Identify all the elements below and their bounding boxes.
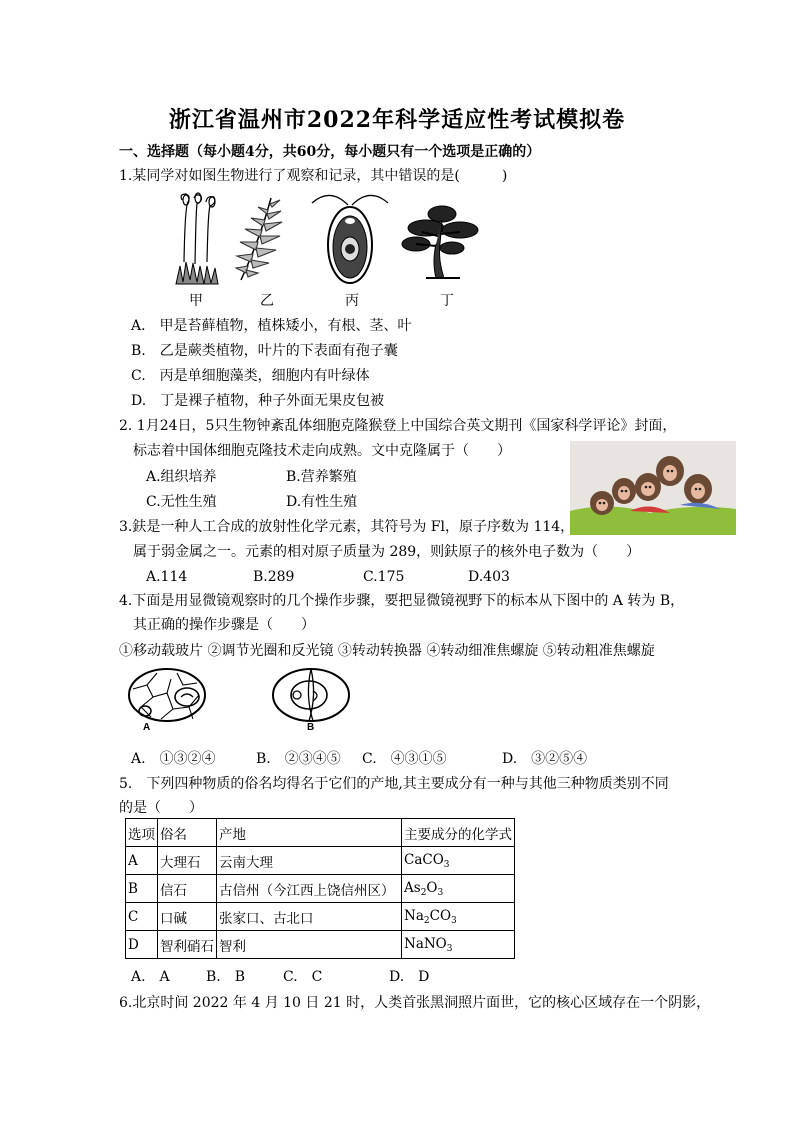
q5-option-d: D. D [389, 969, 430, 985]
question-3-line2: 属于弱金属之一。元素的相对原子质量为 289，则鈇原子的核外电子数为（ ） [133, 544, 641, 560]
q5-option-c: C. C [283, 969, 323, 985]
figure-label-bing: 丙 [345, 293, 359, 309]
question-6-line1: 6.北京时间 2022 年 4 月 10 日 21 时，人类首张黑洞照片面世，它的核心区域存在一个阴影， [119, 995, 711, 1011]
pine-tree-figure [402, 204, 482, 280]
alga-figure [310, 193, 390, 287]
question-5-line2: 的是（ ） [119, 800, 203, 816]
q2-option-c: C.无性生殖 [146, 494, 217, 510]
question-1-stem: 1.某同学对如图生物进行了观察和记录，其中错误的是( ) [119, 168, 508, 184]
table-cell: 智利硝石 [158, 931, 217, 959]
table-header-row [126, 819, 515, 847]
table-cell: D [126, 931, 158, 959]
q5-table [125, 818, 515, 959]
fern-figure [231, 196, 297, 282]
q2-option-d: D.有性生殖 [286, 494, 358, 510]
question-2-line2: 标志着中国体细胞克隆技术走向成熟。文中克隆属于（ ） [133, 443, 511, 459]
table-row [126, 875, 515, 903]
q1-option-c: C. 丙是单细胞藻类，细胞内有叶绿体 [131, 368, 370, 384]
formula-text: Na [404, 907, 424, 924]
microscope-view-b [271, 667, 353, 731]
figure-label-yi: 乙 [260, 293, 274, 309]
view-a-label: A [143, 722, 151, 733]
question-4-line1: 4.下面是用显微镜观察时的几个操作步骤，要把显微镜视野下的标本从下图中的 A 转为 B， [119, 593, 685, 609]
question-4-steps: ①移动载玻片 ②调节光圈和反光镜 ③转动转换器 ④转动细准焦螺旋 ⑤转动粗准焦螺旋 [119, 643, 655, 659]
table-cell: B [126, 875, 158, 903]
q5-option-a: A. A [131, 969, 170, 985]
table-row [126, 847, 515, 875]
table-cell: 云南大理 [217, 847, 402, 875]
microscope-view-a [127, 667, 209, 731]
table-cell: 大理石 [158, 847, 217, 875]
section-heading: 一、选择题（每小题4分，共60分，每小题只有一个选项是正确的） [119, 144, 541, 160]
figure-label-jia: 甲 [189, 293, 203, 309]
formula-subscript: 2 [420, 887, 427, 898]
table-cell: 口碱 [158, 903, 217, 931]
formula-cell [402, 847, 515, 875]
formula-text: As [404, 879, 421, 896]
formula-cell [402, 931, 515, 959]
q1-option-a: A. 甲是苔藓植物，植株矮小，有根、茎、叶 [131, 318, 412, 334]
table-cell: 古信州（今江西上饶信州区） [217, 875, 402, 903]
table-header: 产地 [217, 819, 402, 847]
q3-option-a: A.114 [146, 569, 188, 585]
question-5-line1: 5. 下列四种物质的俗名均得名于它们的产地,其主要成分有一种与其他三种物质类别不同 [119, 776, 669, 792]
table-cell: 信石 [158, 875, 217, 903]
question-3-line1: 3.鈇是一种人工合成的放射性化学元素，其符号为 Fl，原子序数为 114， [119, 519, 575, 535]
formula-cell [402, 903, 515, 931]
figure-label-ding: 丁 [440, 293, 454, 309]
q4-option-a: A. ①③②④ [131, 751, 216, 767]
table-cell: 智利 [217, 931, 402, 959]
table-header: 俗名 [158, 819, 217, 847]
q5-option-b: B. B [206, 969, 246, 985]
q4-option-c: C. ④③①⑤ [362, 751, 447, 767]
q3-option-c: C.175 [363, 569, 405, 585]
table-cell: A [126, 847, 158, 875]
formula-subscript: 3 [437, 887, 444, 898]
moss-figure [172, 192, 222, 288]
table-row [126, 931, 515, 959]
page-title: 浙江省温州市2022年科学适应性考试模拟卷 [168, 107, 626, 133]
q2-option-a: A.组织培养 [146, 469, 217, 485]
formula-cell [402, 875, 515, 903]
formula-text: O [426, 879, 438, 896]
formula-text: CaCO [404, 851, 444, 868]
q4-option-b: B. ②③④⑤ [256, 751, 341, 767]
q2-option-b: B.营养繁殖 [286, 469, 357, 485]
formula-text: CO [429, 907, 452, 924]
formula-subscript: 3 [451, 915, 457, 926]
view-b-label: B [307, 722, 315, 733]
table-cell: 张家口、古北口 [217, 903, 402, 931]
formula-subscript: 3 [446, 943, 453, 954]
table-row [126, 903, 515, 931]
formula-text: NaNO [404, 935, 447, 952]
question-4-line2: 其正确的操作步骤是（ ） [133, 617, 315, 633]
table-header: 主要成分的化学式 [402, 819, 515, 847]
formula-subscript: 3 [443, 859, 450, 870]
q3-option-d: D.403 [468, 569, 510, 585]
q4-option-d: D. ③②⑤④ [502, 751, 588, 767]
question-2-line1: 2. 1月24日，5只生物钟紊乱体细胞克隆猴登上中国综合英文期刊《国家科学评论》封面， [119, 418, 677, 434]
table-cell: C [126, 903, 158, 931]
q1-option-d: D. 丁是裸子植物，种子外面无果皮包被 [131, 393, 385, 409]
cloned-monkeys-photo [570, 441, 736, 535]
q1-option-b: B. 乙是蕨类植物，叶片的下表面有孢子囊 [131, 343, 398, 359]
formula-subscript: 2 [423, 915, 430, 926]
q3-option-b: B.289 [253, 569, 295, 585]
table-header: 选项 [126, 819, 158, 847]
